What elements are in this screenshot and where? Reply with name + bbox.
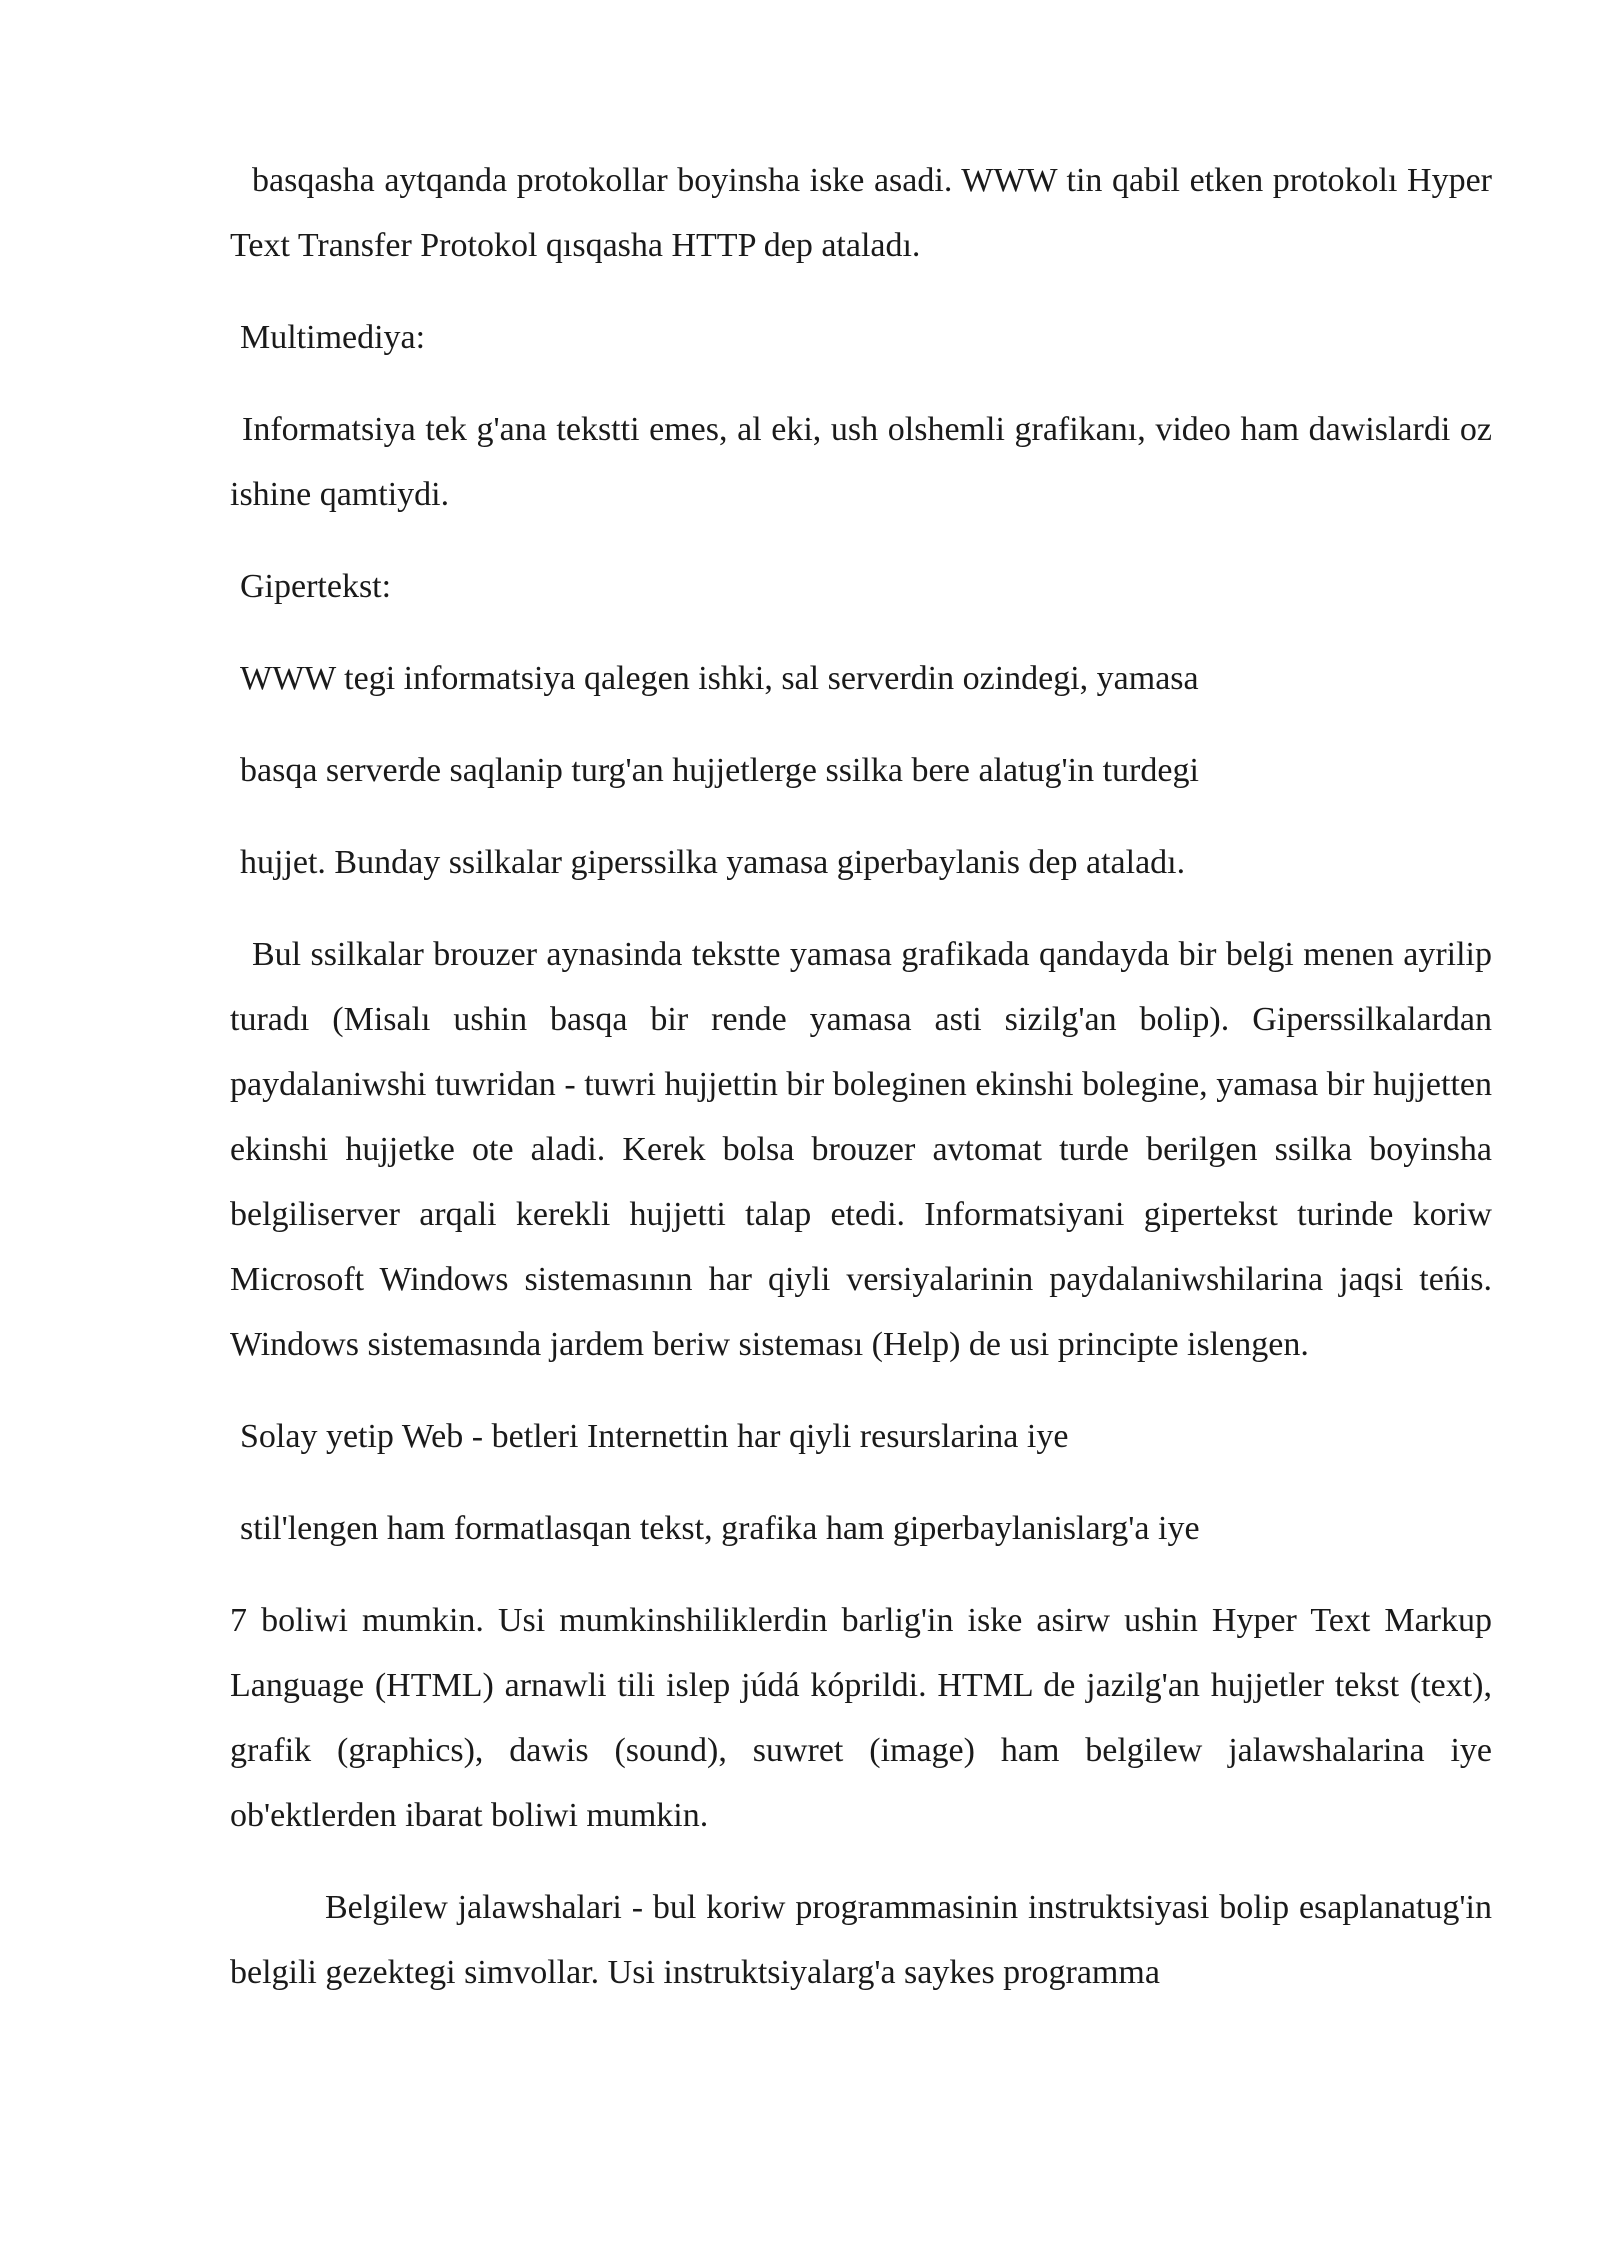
line-hyperlink: hujjet. Bunday ssilkalar giperssilka yamasa giperbaylanis dep ataladı. — [240, 844, 1186, 881]
line-www-info: WWW tegi informatsiya qalegen ishki, sal serverdin ozindegi, yamasa — [240, 660, 1199, 697]
paragraph-html: 7 boliwi mumkin. Usi mumkinshiliklerdin barlig'in iske asirw ushin Hyper Text Markup Language (HTML) arnawli tili islep júdá kóprildi. HTML de jazilg'an hujjetler tekst (text), grafik (graphics), dawis (sound), suwret (image) ham belgilew jalawshalarina iye ob'ektlerden ibarat boliwi mumkin. — [230, 1602, 1492, 1834]
line-styled-text: stil'lengen ham formatlasqan tekst, grafika ham giperbaylanislarg'a iye — [240, 1510, 1200, 1547]
line-server-docs: basqa serverde saqlanip turg'an hujjetlerge ssilka bere alatug'in turdegi — [240, 752, 1199, 789]
paragraph-markup-tags: Belgilew jalawshalari - bul koriw programmasinin instruktsiyasi bolip esaplanatug'in belgili gezektegi simvollar. Usi instruktsiyalarg'a saykes programma — [230, 1889, 1492, 1991]
paragraph-multimedia: Informatsiya tek g'ana tekstti emes, al eki, ush olshemli grafikanı, video ham dawislardi oz ishine qamtiydi. — [230, 411, 1492, 513]
heading-multimediya: Multimediya: — [240, 319, 426, 356]
paragraph-http-protocol: basqasha aytqanda protokollar boyinsha iske asadi. WWW tin qabil etken protokolı Hyper Text Transfer Protokol qısqasha HTTP dep ataladı. — [230, 162, 1492, 264]
paragraph-hyperlinks-browser: Bul ssilkalar brouzer aynasinda tekstte yamasa grafikada qandayda bir belgi menen ayrilip turadı (Misalı ushin basqa bir rende yamasa asti sizilg'an bolip). Giperssilkalardan paydalaniwshi tuwridan - tuwri hujjettin bir boleginen ekinshi bolegine, yamasa bir hujjetten ekinshi hujjetke ote aladi. Kerek bolsa brouzer avtomat turde berilgen ssilka boyinsha belgiliserver arqali kerekli hujjetti talap etedi. Informatsiyani gipertekst turinde koriw Microsoft Windows sistemasının har qiyli versiyalarinin paydalaniwshilarina jaqsi teńis. Windows sistemasında jardem beriw sisteması (Help) de usi principte islengen. — [230, 936, 1492, 1363]
line-web-pages: Solay yetip Web - betleri Internettin har qiyli resurslarina iye — [240, 1418, 1069, 1455]
document-body — [230, 148, 1492, 2005]
heading-gipertekst: Gipertekst: — [240, 568, 392, 605]
